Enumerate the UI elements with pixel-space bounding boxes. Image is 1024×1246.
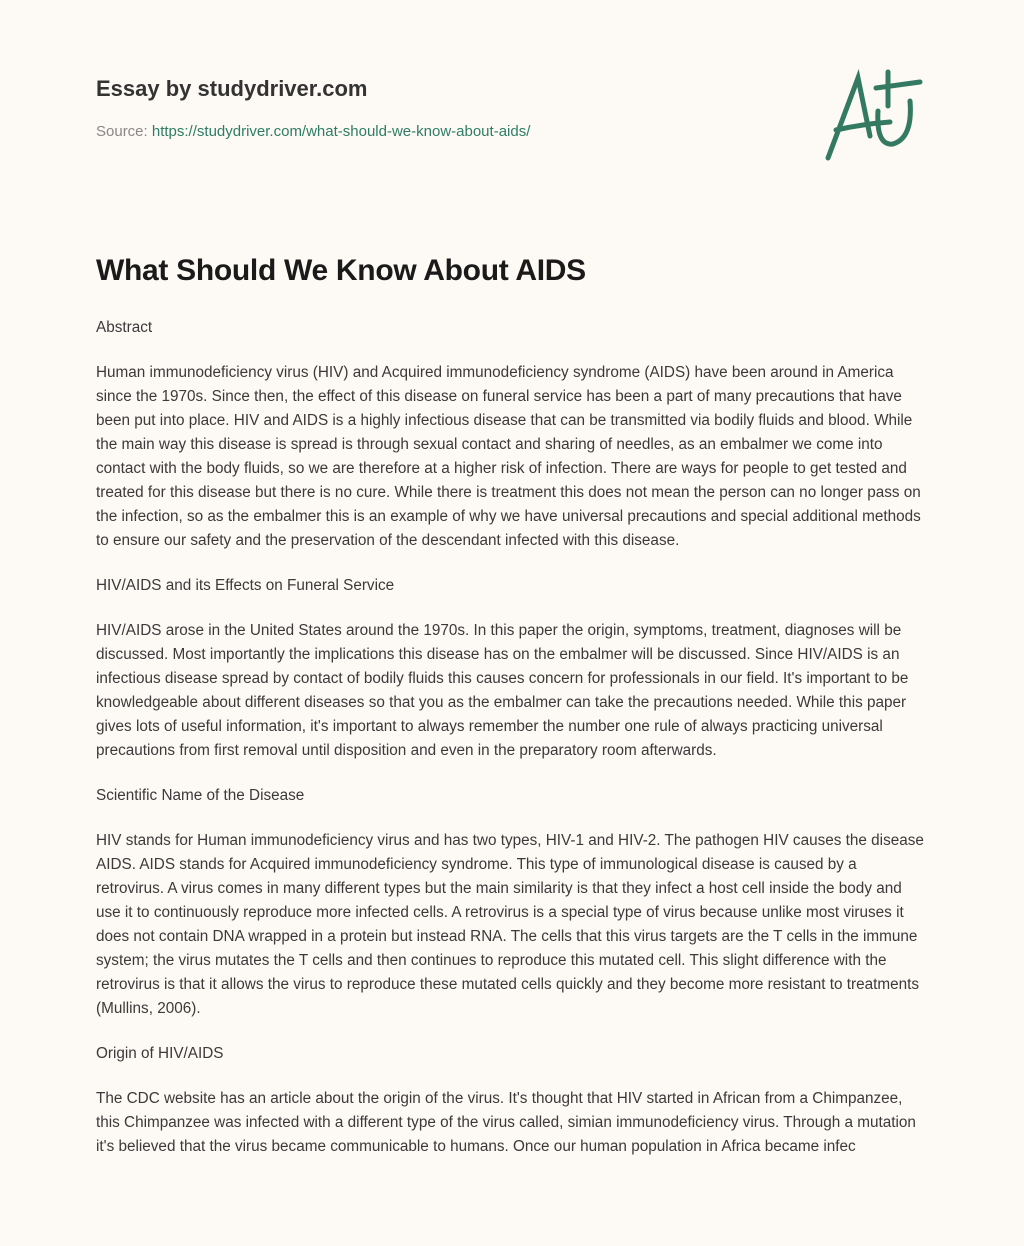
source-link[interactable]: https://studydriver.com/what-should-we-know-about-aids/: [151, 123, 531, 140]
section-heading: HIV/AIDS and its Effects on Funeral Service: [96, 577, 395, 594]
section-heading: Abstract: [96, 319, 153, 336]
source-label: Source:: [96, 123, 148, 140]
paragraph: The CDC website has an article about the origin of the virus. It's thought that HIV started in African from a Chimpanzee, this Chimpanzee was infected with a different type of the virus called, simian immunodeficiency virus. Through a mutation it's believed that the virus became communicable to humans. Once our human population in Africa became infec: [96, 1090, 916, 1155]
essay-body: [96, 316, 926, 1180]
source-line: [96, 123, 530, 140]
page-title: What Should We Know About AIDS: [96, 254, 586, 287]
paragraph: Human immunodeficiency virus (HIV) and Acquired immunodeficiency syndrome (AIDS) have been around in America since the 1970s. Since then, the effect of this disease on funeral service has been a part of many precautions that have been put into place. HIV and AIDS is a highly infectious disease that can be transmitted via bodily fluids and blood. While the main way this disease is spread is through sexual contact and sharing of needles, as an embalmer we come into contact with the body fluids, so we are therefore at a higher risk of infection. There are ways for people to get tested and treated for this disease but there is no cure. While there is treatment this does not mean the person can no longer pass on the infection, so as the embalmer this is an example of why we have universal precautions and special additional methods to ensure our safety and the preservation of the descendant infected with this disease.: [96, 364, 921, 549]
section-heading: Scientific Name of the Disease: [96, 787, 305, 804]
brand-title: Essay by studydriver.com: [96, 76, 368, 101]
paragraph: HIV stands for Human immunodeficiency virus and has two types, HIV-1 and HIV-2. The pathogen HIV causes the disease AIDS. AIDS stands for Acquired immunodeficiency syndrome. This type of immunological disease is caused by a retrovirus. A virus comes in many different types but the main similarity is that they infect a host cell inside the body and use it to continuously reproduce more infected cells. A retrovirus is a special type of virus because unlike most viruses it does not contain DNA wrapped in a protein but instead RNA. The cells that this virus targets are the T cells in the immune system; the virus mutates the T cells and then continues to reproduce this mutated cell. This slight difference with the retrovirus is that it allows the virus to reproduce these mutated cells quickly and they become more resistant to treatments (Mullins, 2006).: [96, 832, 924, 1017]
a-plus-logo-icon: [818, 66, 928, 166]
paragraph: HIV/AIDS arose in the United States around the 1970s. In this paper the origin, symptoms, treatment, diagnoses will be discussed. Most importantly the implications this disease has on the embalmer will be discussed. Since HIV/AIDS is an infectious disease spread by contact of bodily fluids this causes concern for professionals in our field. It's important to be knowledgeable about different diseases so that you as the embalmer can take the precautions needed. While this paper gives lots of useful information, it's important to always remember the number one rule of always practicing universal precautions from first removal until disposition and even in the preparatory room afterwards.: [96, 622, 909, 759]
section-heading: Origin of HIV/AIDS: [96, 1045, 224, 1062]
